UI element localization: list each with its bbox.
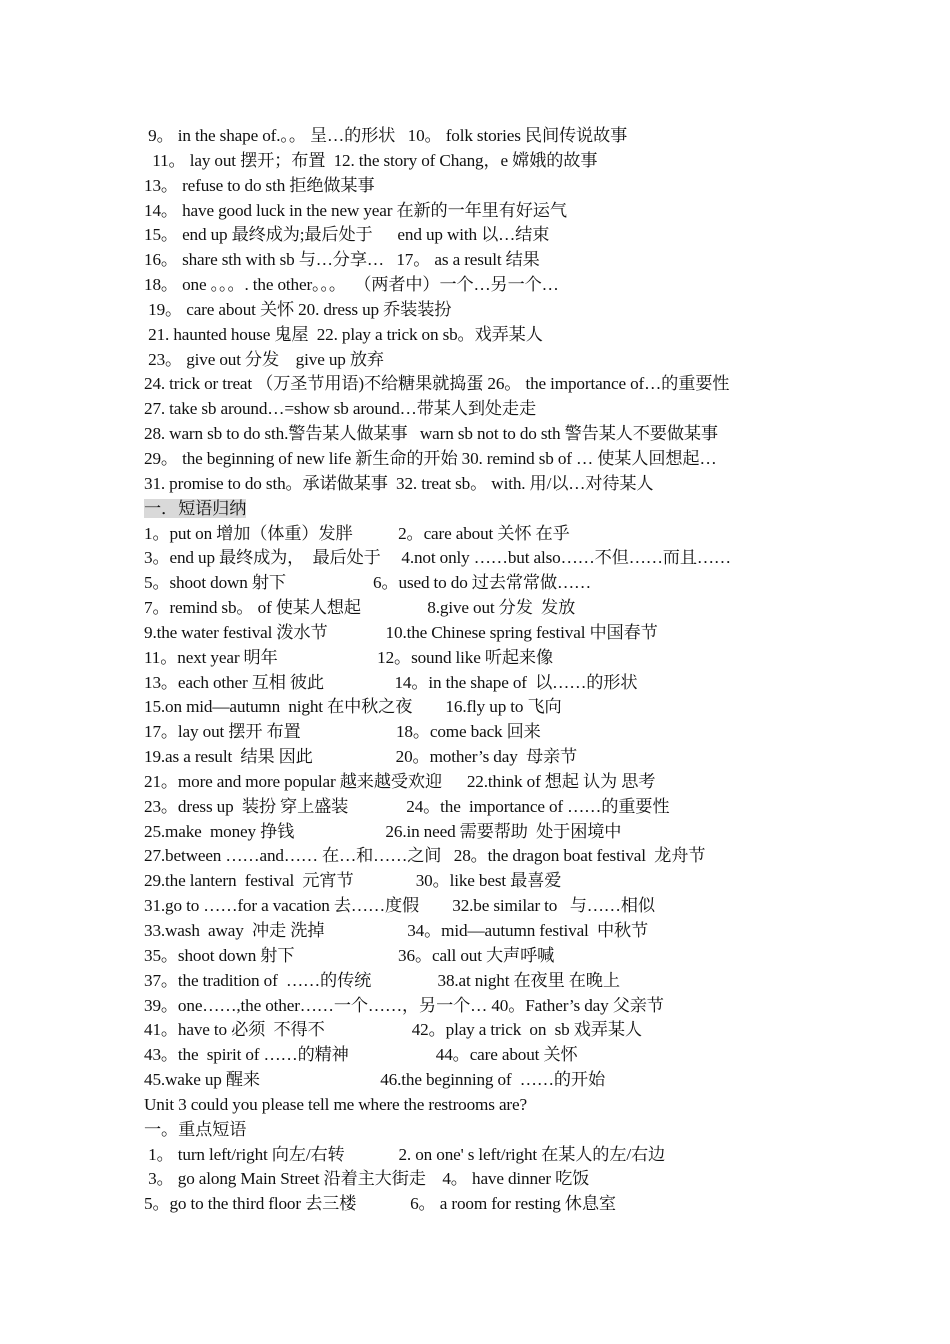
text-line: 9。 in the shape of.。。 呈…的形状 10。 folk stories 民间传说故事 (144, 126, 628, 145)
text-line: 24. trick or treat （万圣节用语)不给糖果就捣蛋 26。 the importance of…的重要性 (144, 374, 730, 394)
text-line: 28. warn sb to do sth.警告某人做某事 warn sb not to do sth 警告某人不要做某事 (144, 424, 718, 444)
text-line: 31. promise to do sth。承诺做某事 32. treat sb。 with. 用/以…对待某人 (144, 473, 654, 493)
text-line: 13。 refuse to do sth 拒绝做某事 (144, 175, 375, 195)
text-line: 37。the tradition of ……的传统 38.at night 在夜里 在晚上 (144, 970, 620, 990)
text-line: 14。 have good luck in the new year 在新的一年里有好运气 (144, 200, 567, 220)
section-heading: 一。重点短语 (144, 1119, 247, 1139)
section-heading-text: 一．短语归纳 (144, 498, 247, 518)
text-line: 39。one……,the other……一个……，另一个… 40。Father’s day 父亲节 (144, 995, 664, 1015)
text-line: 43。the spirit of ……的精神 44。care about 关怀 (144, 1045, 578, 1065)
text-line: 29。 the beginning of new life 新生命的开始 30. remind sb of … 使某人回想起… (144, 448, 717, 468)
text-line: 23。dress up 装扮 穿上盛装 24。the importance of ……的重要性 (144, 796, 670, 816)
text-line: 25.make money 挣钱 26.in need 需要帮助 处于困境中 (144, 821, 622, 841)
text-line: 17。lay out 摆开 布置 18。come back 回来 (144, 722, 541, 742)
text-line: 9.the water festival 泼水节 10.the Chinese spring festival 中国春节 (144, 622, 658, 642)
text-line: 15。 end up 最终成为;最后处于 end up with 以…结束 (144, 225, 550, 245)
text-line: 19。 care about 关怀 20. dress up 乔装装扮 (144, 299, 452, 319)
text-line: 41。have to 必须 不得不 42。play a trick on sb 戏弄某人 (144, 1020, 642, 1040)
text-line: 5。go to the third floor 去三楼 6。 a room for resting 休息室 (144, 1194, 616, 1214)
text-line: 23。 give out 分发 give up 放弃 (144, 349, 384, 369)
phrase-list (144, 124, 844, 1217)
text-line: 21. haunted house 鬼屋 22. play a trick on sb。戏弄某人 (144, 324, 543, 344)
section-heading (144, 497, 844, 522)
text-line: 27. take sb around…=show sb around…带某人到处走走 (144, 399, 536, 419)
text-line: 33.wash away 冲走 洗掉 34。mid—autumn festival 中秋节 (144, 921, 649, 940)
text-line: 31.go to ……for a vacation 去……度假 32.be similar to 与……相似 (144, 896, 655, 916)
text-line: 3。end up 最终成为， 最后处于 4.not only ……but also……不但……而且…… (144, 548, 731, 568)
text-line: 35。shoot down 射下 36。call out 大声呼喊 (144, 945, 555, 965)
unit-title: Unit 3 could you please tell me where the restrooms are? (144, 1094, 527, 1114)
text-line: 11。next year 明年 12。sound like 听起来像 (144, 647, 554, 667)
text-line: 21。more and more popular 越来越受欢迎 22.think of 想起 认为 思考 (144, 771, 656, 791)
text-line: 16。 share sth with sb 与…分享… 17。 as a result 结果 (144, 250, 540, 270)
text-line: 1。put on 增加（体重）发胖 2。care about 关怀 在乎 (144, 523, 570, 543)
text-line: 19.as a result 结果 因此 20。mother’s day 母亲节 (144, 747, 578, 767)
text-line: 7。remind sb。 of 使某人想起 8.give out 分发 发放 (144, 598, 576, 618)
text-line: 15.on mid—autumn night 在中秋之夜 16.fly up to 飞向 (144, 697, 562, 717)
text-line: 13。each other 互相 彼此 14。in the shape of 以……的形状 (144, 672, 638, 692)
text-line: 45.wake up 醒来 46.the beginning of ……的开始 (144, 1070, 605, 1090)
text-line: 29.the lantern festival 元宵节 30。like best 最喜爱 (144, 871, 562, 891)
text-line: 3。 go along Main Street 沿着主大街走 4。 have dinner 吃饭 (144, 1169, 590, 1189)
text-line: 27.between ……and…… 在…和……之间 28。the dragon boat festival 龙舟节 (144, 846, 706, 866)
text-line: 11。 lay out 摆开；布置 12. the story of Chang，e 嫦娥的故事 (144, 150, 598, 170)
text-line: 18。 one 。。。. the other。。。 （两者中）一个…另一个… (144, 275, 559, 295)
text-line: 1。 turn left/right 向左/右转 2. on one' s left/right 在某人的左/右边 (144, 1144, 666, 1164)
text-line: 5。shoot down 射下 6。used to do 过去常常做…… (144, 573, 592, 593)
